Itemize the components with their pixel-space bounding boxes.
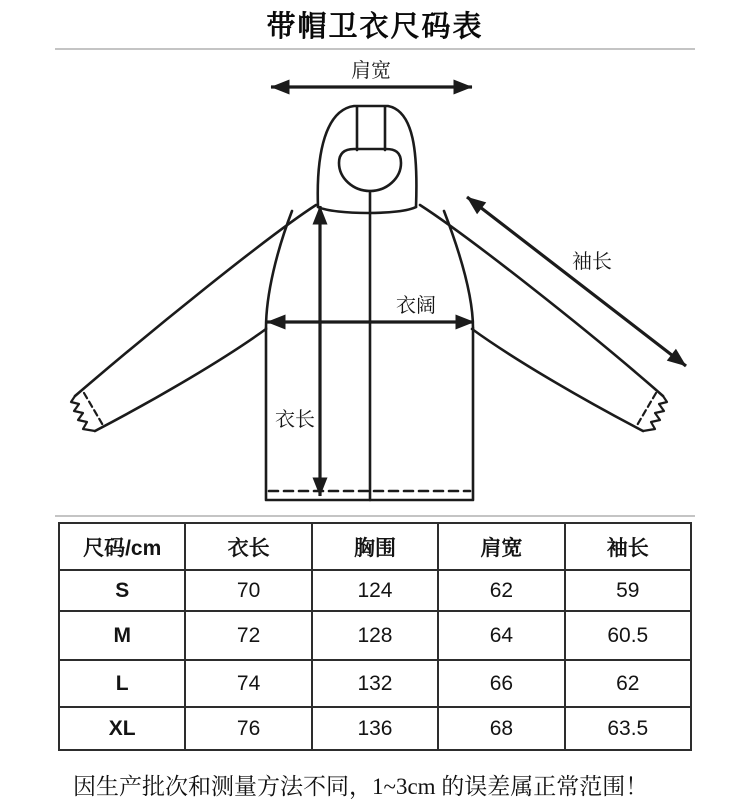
header-cell-length: 衣长 — [185, 523, 311, 570]
value-cell: 66 — [438, 660, 564, 707]
size-table-body — [59, 570, 691, 750]
size-table — [58, 522, 692, 751]
table-row — [59, 660, 691, 707]
sleeve-top-left-path — [75, 205, 316, 396]
table-header-row — [59, 523, 691, 570]
chest-width-label: 衣阔 — [396, 295, 436, 317]
value-cell: 62 — [565, 660, 691, 707]
face-opening-path — [339, 149, 401, 191]
value-cell: 63.5 — [565, 707, 691, 750]
sleeve-bottom-right-path — [472, 329, 643, 431]
table-row — [59, 570, 691, 611]
value-cell: 128 — [312, 611, 438, 660]
divider-top — [55, 48, 695, 50]
neck-line-path — [318, 207, 416, 213]
garment-length-label: 衣长 — [275, 409, 315, 431]
dimension-labels — [275, 59, 612, 431]
value-cell: 136 — [312, 707, 438, 750]
cuff-right-zigzag — [643, 396, 667, 431]
page-title: 带帽卫衣尺码表 — [266, 11, 484, 43]
value-cell: 60.5 — [565, 611, 691, 660]
value-cell: 74 — [185, 660, 311, 707]
table-row — [59, 707, 691, 750]
value-cell: 76 — [185, 707, 311, 750]
value-cell: 59 — [565, 570, 691, 611]
value-cell: 132 — [312, 660, 438, 707]
header-cell-chest: 胸围 — [312, 523, 438, 570]
sleeve-bottom-left-path — [95, 329, 266, 431]
value-cell: 64 — [438, 611, 564, 660]
hoodie-drawing — [71, 106, 667, 500]
value-cell: 70 — [185, 570, 311, 611]
table-row — [59, 611, 691, 660]
sleeve-length-arrow — [467, 197, 686, 366]
size-cell: M — [59, 611, 185, 660]
hoodie-measurement-diagram — [0, 52, 750, 516]
value-cell: 72 — [185, 611, 311, 660]
raglan-seam-right-path — [444, 211, 473, 328]
size-cell: S — [59, 570, 185, 611]
size-cell: XL — [59, 707, 185, 750]
sleeve-top-right-path — [420, 205, 663, 396]
value-cell: 68 — [438, 707, 564, 750]
dimension-arrows — [267, 87, 686, 496]
header-cell-size: 尺码/cm — [59, 523, 185, 570]
cuff-left-zigzag — [71, 396, 95, 431]
shoulder-width-label: 肩宽 — [351, 60, 391, 82]
divider-bottom — [55, 515, 695, 517]
value-cell: 62 — [438, 570, 564, 611]
sleeve-length-label: 袖长 — [572, 251, 612, 273]
size-cell: L — [59, 660, 185, 707]
raglan-seam-left-path — [266, 211, 292, 328]
footer-note: 因生产批次和测量方法不同，1~3cm 的误差属正常范围！ — [73, 774, 649, 799]
value-cell: 124 — [312, 570, 438, 611]
size-table-header — [59, 523, 691, 570]
header-cell-shoulder: 肩宽 — [438, 523, 564, 570]
header-cell-sleeve: 袖长 — [565, 523, 691, 570]
